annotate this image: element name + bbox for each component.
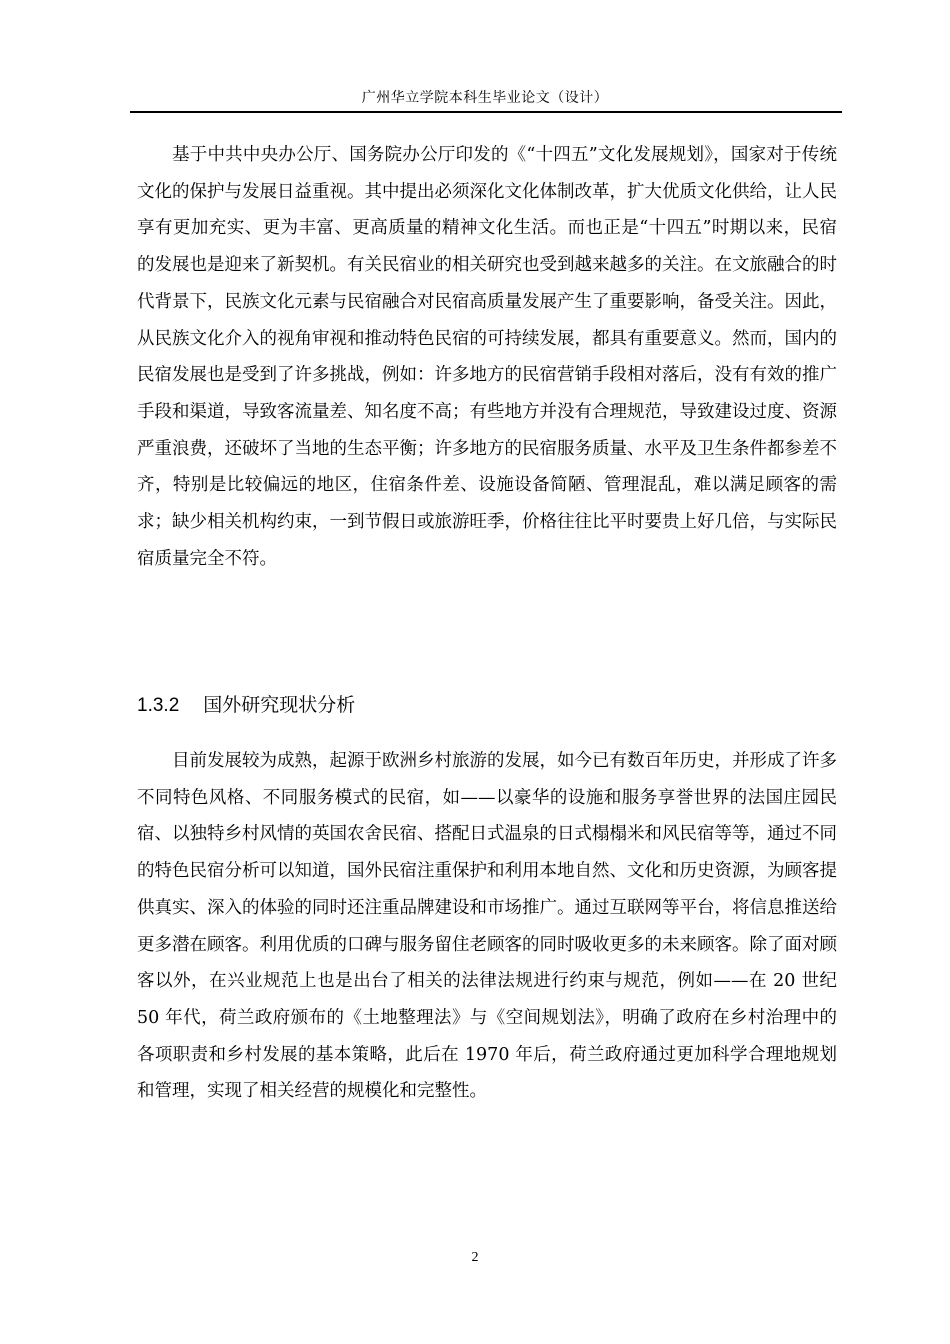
section-heading [137,690,355,721]
page-number: 2 [471,1250,479,1265]
section-number: 1.3.2 [137,695,180,716]
body-paragraph-foreign: 目前发展较为成熟，起源于欧洲乡村旅游的发展，如今已有数百年历史，并形成了许多不同特色风格、不同服务模式的民宿，如——以豪华的设施和服务享誉世界的法国庄园民宿、以独特乡村风情的英国农舍民宿、搭配日式温泉的日式榻榻米和风民宿等等，通过不同的特色民宿分析可以知道，国外民宿注重保护和利用本地自然、文化和历史资源，为顾客提供真实、深入的体验的同时还注重品牌建设和市场推广。通过互联网等平台，将信息推送给更多潜在顾客。利用优质的口碑与服务留住老顾客的同时吸收更多的未来顾客。除了面对顾客以外，在兴业规范上也是出台了相关的法律法规进行约束与规范，例如——在 20 世纪 50 年代，荷兰政府颁布的《土地整理法》与《空间规划法》，明确了政府在乡村治理中的各项职责和乡村发展的基本策略，此后在 1970 年后，荷兰政府通过更加科学合理地规划和管理，实现了相关经营的规模化和完整性。 [137,751,837,1102]
running-header: 广州华立学院本科生毕业论文（设计） [361,90,609,106]
section-title: 国外研究现状分析 [203,694,356,716]
header-rule [130,111,842,113]
body-paragraph-domestic: 基于中共中央办公厅、国务院办公厅印发的《“十四五”文化发展规划》，国家对于传统文化的保护与发展日益重视。其中提出必须深化文化体制改革，扩大优质文化供给，让人民享有更加充实、更为丰富、更高质量的精神文化生活。而也正是“十四五”时期以来，民宿的发展也是迎来了新契机。有关民宿业的相关研究也受到越来越多的关注。在文旅融合的时代背景下，民族文化元素与民宿融合对民宿高质量发展产生了重要影响，备受关注。因此，从民族文化介入的视角审视和推动特色民宿的可持续发展，都具有重要意义。然而，国内的民宿发展也是受到了许多挑战，例如：许多地方的民宿营销手段相对落后，没有有效的推广手段和渠道，导致客流量差、知名度不高；有些地方并没有合理规范，导致建设过度、资源严重浪费，还破坏了当地的生态平衡；许多地方的民宿服务质量、水平及卫生条件都参差不齐，特别是比较偏远的地区，住宿条件差、设施设备简陋、管理混乱，难以满足顾客的需求；缺少相关机构约束，一到节假日或旅游旺季，价格往往比平时要贵上好几倍，与实际民宿质量完全不符。 [137,145,837,569]
